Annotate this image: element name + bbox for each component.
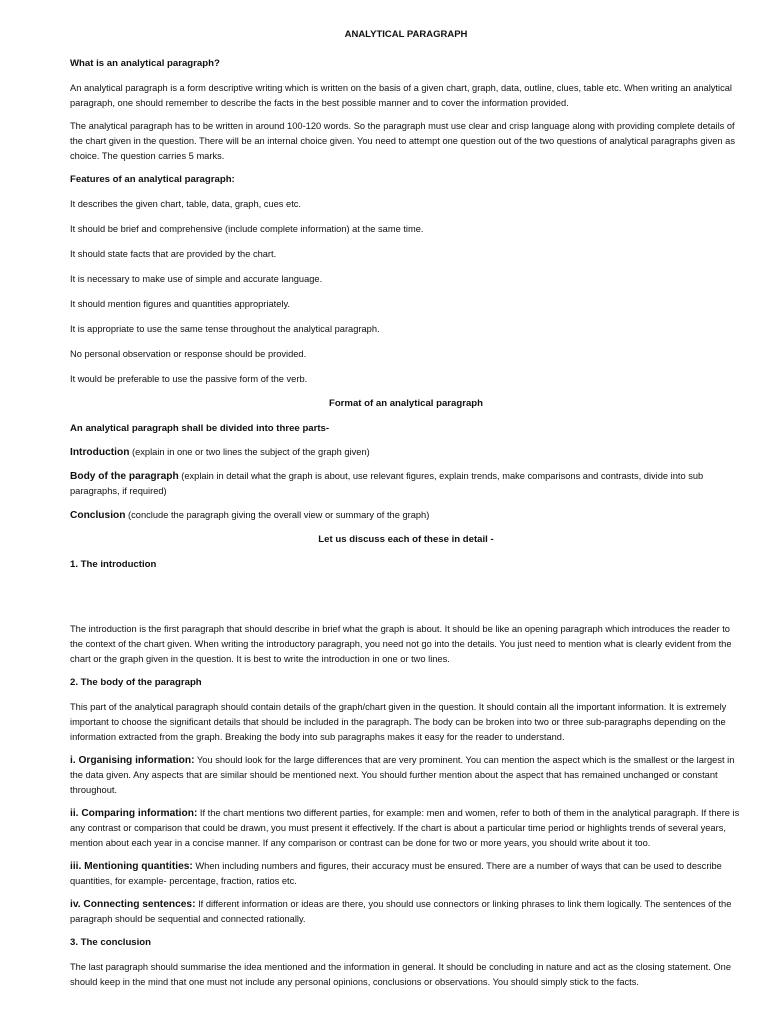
- part-body: [70, 469, 742, 499]
- sub-connecting-label: iv. Connecting sentences:: [70, 899, 196, 910]
- feature-item: It is necessary to make use of simple and accurate language.: [70, 274, 323, 284]
- part-conclusion-text: (conclude the paragraph giving the overall view or summary of the graph): [125, 510, 430, 520]
- part-body-label: Body of the paragraph: [70, 471, 179, 482]
- three-parts-heading: An analytical paragraph shall be divided into three parts-: [70, 423, 330, 434]
- section-3-heading: 3. The conclusion: [70, 937, 152, 948]
- part-introduction: [70, 445, 742, 460]
- part-introduction-text: (explain in one or two lines the subject of the graph given): [129, 447, 370, 457]
- intro-paragraph-2: The analytical paragraph has to be written in around 100-120 words. So the paragraph must use clear and crisp language along with providing complete details of the chart given in the question. There will be an internal choice given. You need to attempt one question out of the two questions of analytical paragraphs given as choice. The question carries 5 marks.: [70, 121, 735, 161]
- what-heading: What is an analytical paragraph?: [70, 58, 220, 69]
- part-body-text: (explain in detail what the graph is about, use relevant figures, explain trends, make comparisons and contrasts, divide into sub paragraphs, if required): [70, 471, 704, 496]
- feature-item: No personal observation or response should be provided.: [70, 349, 307, 359]
- sub-comparing: [70, 806, 742, 851]
- feature-item: It would be preferable to use the passive form of the verb.: [70, 374, 308, 384]
- feature-item: It describes the given chart, table, data, graph, cues etc.: [70, 199, 302, 209]
- part-conclusion-label: Conclusion: [70, 510, 126, 521]
- document-title: ANALYTICAL PARAGRAPH: [344, 29, 468, 40]
- intro-paragraph-1: An analytical paragraph is a form descriptive writing which is written on the basis of a given chart, graph, data, outline, clues, table etc. When writing an analytical paragraph, one should remember to describe the facts in the best possible manner and to cover the information provided.: [70, 83, 732, 108]
- sub-connecting: [70, 897, 742, 927]
- feature-item: It should mention figures and quantities appropriately.: [70, 299, 290, 309]
- section-2-heading: 2. The body of the paragraph: [70, 677, 202, 688]
- section-1-heading: 1. The introduction: [70, 559, 157, 570]
- format-heading: Format of an analytical paragraph: [328, 398, 484, 409]
- blank-space: [70, 572, 742, 622]
- sub-connecting-text: If different information or ideas are there, you should use connectors or linking phrases to link them logically. The sentences of the paragraph should be sequential and connected rationally.: [70, 899, 732, 924]
- sub-comparing-text: If the chart mentions two different parties, for example: men and women, refer to both of them in the analytical paragraph. If there is any contrast or comparison that could be drawn, you must present it effectively. If the chart is about a particular time period or highlights trends of several years, mention about each year in a concise manner. If any comparison or contrast can be done for two or more years, you should write about it too.: [70, 808, 740, 848]
- part-conclusion: [70, 508, 742, 523]
- document-page: [70, 27, 742, 990]
- section-1-text: The introduction is the first paragraph that should describe in brief what the graph is about. It should be like an opening paragraph which introduces the reader to the context of the chart given. When writing the introductory paragraph, you need not go into the details. You just need to mention what is clearly evident from the chart or the graph given in the question. It is best to write the introduction in one or two lines.: [70, 624, 732, 664]
- sub-organising: [70, 753, 742, 798]
- sub-quantities: [70, 859, 742, 889]
- discuss-heading: Let us discuss each of these in detail -: [318, 534, 494, 545]
- feature-item: It should be brief and comprehensive (include complete information) at the same time.: [70, 224, 424, 234]
- features-heading: Features of an analytical paragraph:: [70, 174, 235, 185]
- feature-item: It should state facts that are provided by the chart.: [70, 249, 277, 259]
- part-introduction-label: Introduction: [70, 447, 130, 458]
- sub-organising-text: You should look for the large differences that are very prominent. You can mention the aspect which is the smallest or the largest in the data given. Any aspects that are similar should be mentioned next. You should further mention about the aspect that has remained unchanged or constant throughout.: [70, 755, 735, 795]
- sub-comparing-label: ii. Comparing information:: [70, 808, 198, 819]
- feature-item: It is appropriate to use the same tense throughout the analytical paragraph.: [70, 324, 380, 334]
- section-2-text: This part of the analytical paragraph should contain details of the graph/chart given in the question. It should contain all the important information. It is extremely important to choose the significant details that should be included in the paragraph. The body can be broken into two or three sub-paragraphs depending on the information extracted from the graph. Breaking the body into sub paragraphs makes it easy for the reader to understand.: [70, 702, 727, 742]
- sub-quantities-label: iii. Mentioning quantities:: [70, 861, 193, 872]
- sub-organising-label: i. Organising information:: [70, 755, 195, 766]
- section-3-text: The last paragraph should summarise the idea mentioned and the information in general. It should be concluding in nature and act as the closing statement. One should keep in the mind that one must not include any personal opinions, conclusions or observations. You should simply stick to the facts.: [70, 962, 732, 987]
- sub-quantities-text: When including numbers and figures, their accuracy must be ensured. There are a number of ways that can be used to describe quantities, for example- percentage, fraction, ratios etc.: [70, 861, 722, 886]
